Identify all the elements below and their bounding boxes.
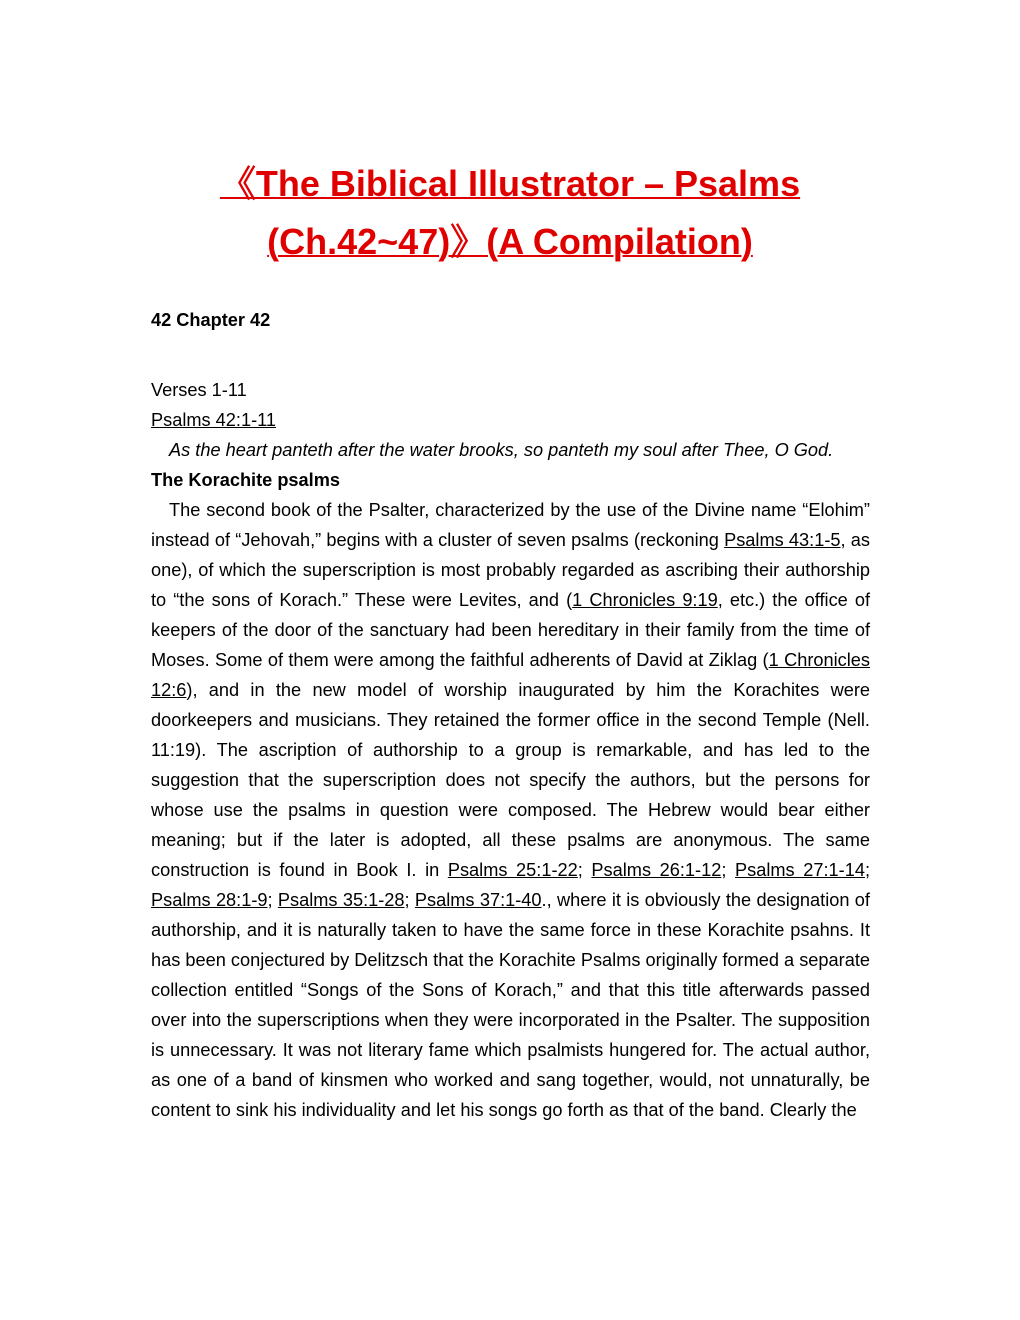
separator: ;: [864, 860, 870, 880]
reference-link[interactable]: Psalms 42:1-11: [151, 410, 277, 430]
separator: ;: [404, 890, 415, 910]
chapter-heading: 42 Chapter 42: [151, 310, 271, 330]
verses-label: Verses 1-11: [151, 380, 247, 400]
body-paragraph: [151, 495, 870, 1125]
separator: ;: [577, 860, 592, 880]
reference-link[interactable]: 1 Chronicles 12:6: [151, 650, 871, 700]
main-reference: [151, 405, 870, 435]
separator: ;: [721, 860, 736, 880]
body-text: ., where it is obviously the designation of authorship, and it is naturally taken to have the same force in these Korachite psahns. It has been conjectured by Delitzsch that the Korachite Psalms originally formed a separate collection entitled “Songs of the Sons of Korach,” and that this title afterwards passed over into the superscriptions when they were incorporated in the Psalter. The supposition is unnecessary. It was not literary fame which psalmists hungered for. The actual author, as one of a band of kinsmen who worked and sang together, would, not unnaturally, be content to sink his individuality and let his songs go forth as that of the band. Clearly the: [151, 890, 870, 1120]
spacer: [151, 332, 870, 375]
document-body: [151, 308, 870, 1125]
reference-link[interactable]: Psalms 26:1-12: [591, 860, 722, 880]
reference-link[interactable]: Psalms 35:1-28: [277, 890, 405, 910]
title-line-2: (Ch.42~47)》(A Compilation): [267, 221, 753, 262]
reference-link[interactable]: 1 Chronicles 9:19: [572, 590, 718, 610]
separator: ;: [267, 890, 278, 910]
body-text: The second book of the Psalter, characterized by the use of the Divine name “Elohim” instead of “Jehovah,” begins with a cluster of seven psalms (reckoning: [151, 500, 870, 550]
body-text: , etc.) the office of keepers of the door of the sanctuary had been hereditary in their family from the time of Moses. Some of them were among the faithful adherents of David at Ziklag (: [151, 590, 871, 670]
reference-link[interactable]: Psalms 28:1-9: [151, 890, 268, 910]
body-text: , as one), of which the superscription is most probably regarded as ascribing their authorship to “the sons of Korach.” These were Levites, and (: [151, 530, 870, 610]
section-heading: The Korachite psalms: [151, 470, 341, 490]
epigraph-quote: As the heart panteth after the water brooks, so panteth my soul after Thee, O God.: [169, 440, 834, 460]
reference-link[interactable]: Psalms 25:1-22: [447, 860, 578, 880]
reference-link[interactable]: Psalms 37:1-40: [414, 890, 542, 910]
reference-link[interactable]: Psalms 27:1-14: [735, 860, 865, 880]
reference-link[interactable]: Psalms 43:1-5: [724, 530, 841, 550]
title-line-1: 《The Biblical Illustrator – Psalms: [219, 163, 801, 204]
document-title: [150, 155, 870, 271]
body-text: ), and in the new model of worship inaugurated by him the Korachites were doorkeepers and musicians. They retained the former office in the second Temple (Nell. 11:19). The ascription of authorship to a group is remarkable, and has led to the suggestion that the superscription does not specify the authors, but the persons for whose use the psalms in question were composed. The Hebrew would bear either meaning; but if the later is adopted, all these psalms are anonymous. The same construction is found in Book I. in: [151, 680, 870, 880]
